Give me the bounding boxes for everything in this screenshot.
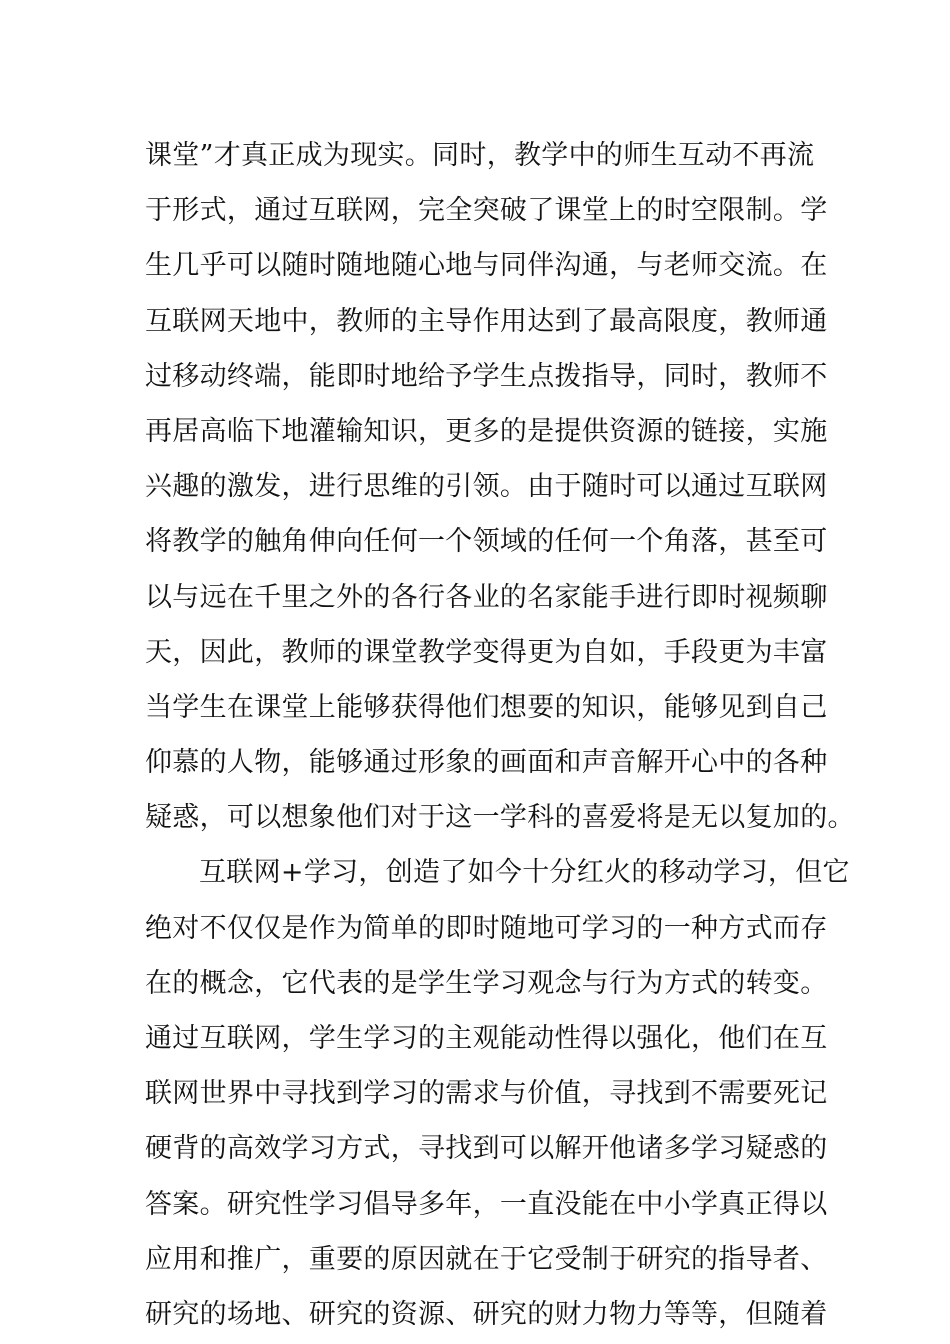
text-line: 答案。研究性学习倡导多年，一直没能在中小学真正得以 [145, 1188, 828, 1220]
text-line: 当学生在课堂上能够获得他们想要的知识，能够见到自己 [145, 691, 828, 723]
text-line: 再居高临下地灌输知识，更多的是提供资源的链接，实施 [145, 415, 828, 447]
text-line: 过移动终端，能即时地给予学生点拨指导，同时，教师不 [145, 360, 828, 392]
text-line: 以与远在千里之外的各行各业的名家能手进行即时视频聊 [145, 581, 828, 613]
text-line: 将教学的触角伸向任何一个领域的任何一个角落，甚至可 [145, 526, 828, 558]
text-line: 兴趣的激发，进行思维的引领。由于随时可以通过互联网 [145, 471, 828, 503]
text-line: 硬背的高效学习方式，寻找到可以解开他诸多学习疑惑的 [145, 1133, 828, 1165]
paragraph-start-line: 互联网+学习，创造了如今十分红火的移动学习，但它 [199, 857, 850, 889]
text-line: 研究的场地、研究的资源、研究的财力物力等等，但随着 [145, 1298, 828, 1330]
text-line: 生几乎可以随时随地随心地与同伴沟通，与老师交流。在 [145, 250, 828, 282]
text-line: 互联网天地中，教师的主导作用达到了最高限度，教师通 [145, 305, 828, 337]
text-line: 天，因此，教师的课堂教学变得更为自如，手段更为丰富 [145, 636, 828, 668]
text-line: 绝对不仅仅是作为简单的即时随地可学习的一种方式而存 [145, 912, 828, 944]
text-line: 仰慕的人物，能够通过形象的画面和声音解开心中的各种 [145, 747, 828, 779]
text-line: 应用和推广，重要的原因就在于它受制于研究的指导者、 [145, 1243, 828, 1275]
text-line: 通过互联网，学生学习的主观能动性得以强化，他们在互 [145, 1023, 828, 1054]
text-line: 课堂”才真正成为现实。同时，教学中的师生互动不再流 [145, 140, 815, 171]
text-line: 在的概念，它代表的是学生学习观念与行为方式的转变。 [145, 967, 828, 999]
body-text [145, 128, 855, 1342]
text-line: 疑惑，可以想象他们对于这一学科的喜爱将是无以复加的。 [145, 802, 855, 834]
text-line: 联网世界中寻找到学习的需求与价值，寻找到不需要死记 [145, 1078, 828, 1110]
text-line: 于形式，通过互联网，完全突破了课堂上的时空限制。学 [145, 195, 828, 227]
